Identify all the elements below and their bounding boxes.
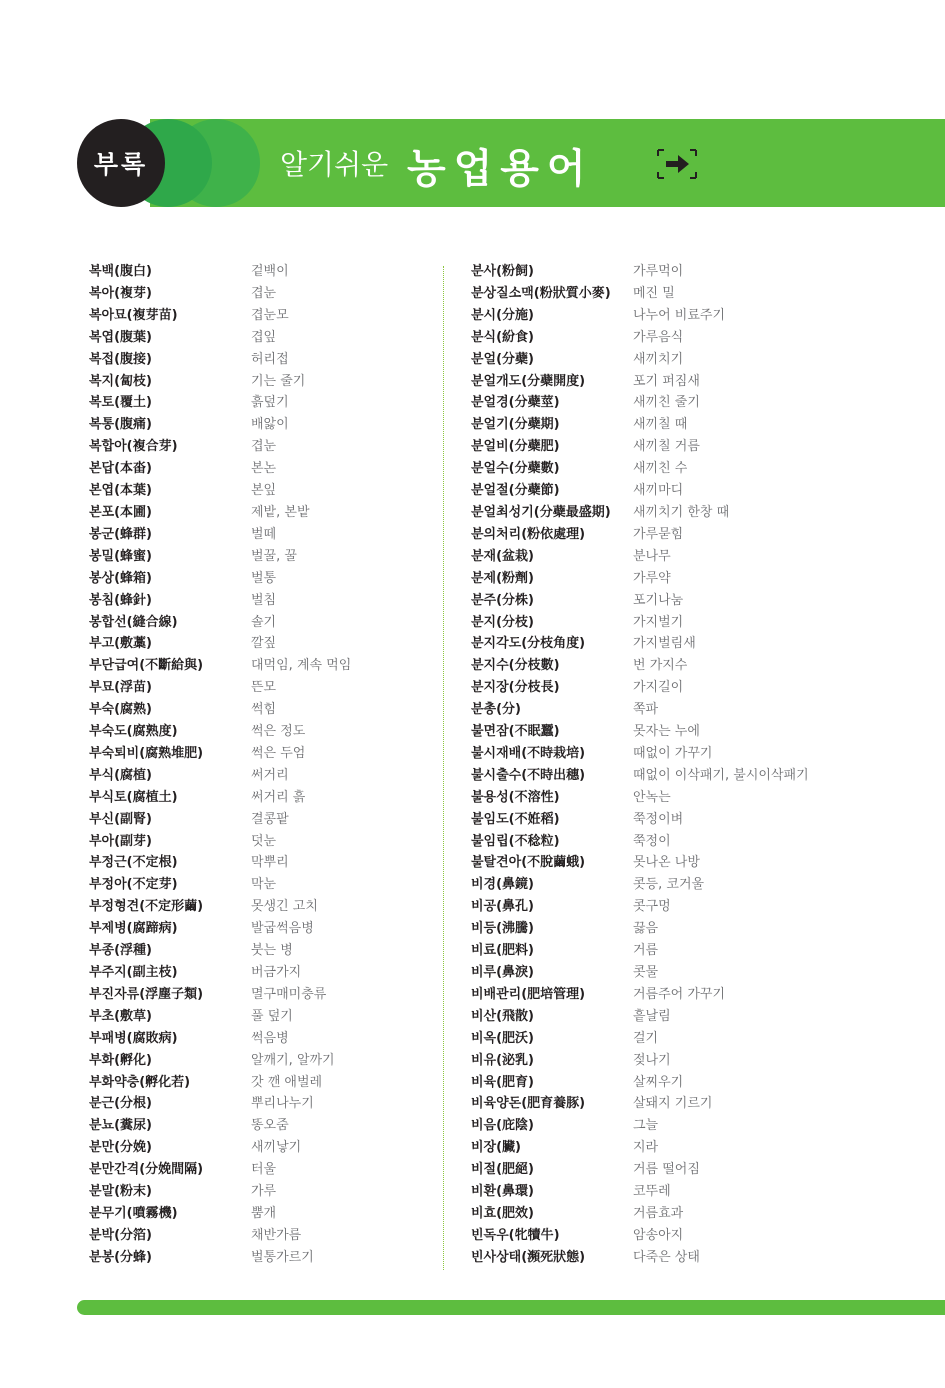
glossary-term: 부고(敷藁) (89, 636, 152, 652)
glossary-row (89, 700, 449, 722)
glossary-row (89, 613, 449, 635)
glossary-term: 부정아(不定芽) (89, 877, 178, 893)
glossary-row (89, 1138, 449, 1160)
glossary-meaning: 콧구멍 (633, 899, 671, 915)
glossary-term: 분지(分枝) (471, 614, 534, 630)
glossary-term: 복아(複芽) (89, 285, 152, 301)
glossary-term: 봉군(蜂群) (89, 526, 152, 542)
glossary-meaning: 포기나눔 (633, 592, 684, 608)
glossary-meaning: 가루 (251, 1184, 277, 1200)
glossary-meaning: 벌꿀, 꿀 (251, 548, 297, 564)
glossary-meaning: 배앓이 (251, 417, 289, 433)
glossary-meaning: 쪽파 (633, 702, 659, 718)
glossary-meaning: 쭉정이벼 (633, 811, 684, 827)
glossary-term: 불임립(不稔粒) (471, 833, 560, 849)
glossary-term: 부식토(腐植土) (89, 789, 178, 805)
glossary-row (471, 985, 831, 1007)
glossary-row (89, 1182, 449, 1204)
glossary-meaning: 겹잎 (251, 329, 277, 345)
glossary-row (471, 634, 831, 656)
glossary-term: 복백(腹白) (89, 264, 152, 279)
glossary-row (89, 328, 449, 350)
glossary-term: 부주지(副主枝) (89, 965, 178, 980)
footer-bar (77, 1300, 945, 1315)
glossary-row (471, 415, 831, 437)
glossary-term: 분의처리(粉依處理) (471, 526, 586, 542)
glossary-meaning: 솔기 (251, 614, 277, 630)
header-subtitle: 알기쉬운 (280, 148, 389, 181)
glossary-row (89, 1248, 449, 1270)
glossary-meaning: 새끼칠 거름 (633, 439, 700, 455)
glossary-row (89, 985, 449, 1007)
glossary-term: 복토(覆土) (89, 395, 152, 411)
glossary-term: 분총(分) (471, 702, 521, 718)
glossary-term: 불시재배(不時栽培) (471, 745, 586, 761)
glossary-meaning: 살돼지 기르기 (633, 1096, 713, 1112)
glossary-term: 분만(分娩) (89, 1140, 152, 1156)
glossary-meaning: 가루묻힘 (633, 526, 684, 542)
glossary-term: 불면잠(不眠蠶) (471, 724, 560, 740)
glossary-row (89, 941, 449, 963)
glossary-meaning: 끓음 (633, 921, 659, 937)
glossary-meaning: 살찌우기 (633, 1074, 684, 1090)
glossary-term: 부화약충(孵化若) (89, 1074, 191, 1090)
glossary-meaning: 터울 (251, 1162, 277, 1178)
glossary-meaning: 깔짚 (251, 636, 277, 652)
arrow-right-bracket-icon (656, 148, 698, 180)
glossary-meaning: 다죽은 상태 (633, 1249, 700, 1265)
glossary-row (89, 1029, 449, 1051)
glossary-term: 부초(敷草) (89, 1008, 152, 1024)
glossary-row (471, 941, 831, 963)
glossary-row (471, 569, 831, 591)
glossary-meaning: 써거리 (251, 767, 289, 783)
glossary-meaning: 지라 (633, 1140, 659, 1156)
glossary-term: 부아(副芽) (89, 833, 152, 849)
glossary-term: 분얼(分蘗) (471, 351, 534, 367)
glossary-term: 본포(本圃) (89, 504, 152, 520)
glossary-term: 비효(肥效) (471, 1205, 534, 1221)
glossary-term: 비공(鼻孔) (471, 899, 534, 915)
glossary-meaning: 가루약 (633, 570, 671, 586)
glossary-row (471, 262, 831, 284)
glossary-meaning: 못나온 나방 (633, 855, 700, 871)
glossary-meaning: 가루음식 (633, 329, 684, 345)
glossary-term: 분얼개도(分蘗開度) (471, 373, 586, 389)
glossary-row (89, 284, 449, 306)
glossary-term: 분사(粉飼) (471, 264, 534, 279)
glossary-meaning: 본논 (251, 461, 277, 477)
glossary-term: 부숙퇴비(腐熟堆肥) (89, 745, 204, 761)
glossary-row (89, 1204, 449, 1226)
glossary-term: 불임도(不姙稻) (471, 811, 560, 827)
glossary-row (89, 919, 449, 941)
glossary-term: 복접(腹接) (89, 351, 152, 367)
glossary-meaning: 안녹는 (633, 789, 671, 805)
glossary-term: 부제병(腐蹄病) (89, 921, 178, 937)
glossary-meaning: 걸기 (633, 1030, 659, 1046)
glossary-meaning: 콧물 (633, 965, 659, 980)
glossary-row (89, 1160, 449, 1182)
glossary-row (89, 1226, 449, 1248)
glossary-meaning: 갓 깬 애벌레 (251, 1074, 323, 1090)
glossary-column-right (471, 262, 831, 1270)
glossary-meaning: 그늘 (633, 1118, 659, 1134)
glossary-term: 부진자류(浮塵子類) (89, 986, 204, 1002)
glossary-meaning: 겹눈모 (251, 307, 289, 323)
glossary-term: 부묘(浮苗) (89, 680, 152, 696)
glossary-row (471, 810, 831, 832)
glossary-meaning: 못자는 누에 (633, 724, 700, 740)
glossary-row (471, 853, 831, 875)
glossary-row (89, 503, 449, 525)
glossary-row (471, 547, 831, 569)
glossary-row (89, 591, 449, 613)
glossary-meaning: 가루먹이 (633, 264, 684, 279)
glossary-meaning: 멸구매미충류 (251, 986, 327, 1002)
glossary-term: 분시(分施) (471, 307, 534, 323)
glossary-term: 비장(臟) (471, 1140, 521, 1156)
glossary-row (471, 393, 831, 415)
glossary-term: 봉합선(縫合線) (89, 614, 178, 630)
glossary-term: 분말(粉末) (89, 1184, 152, 1200)
glossary-meaning: 허리접 (251, 351, 289, 367)
glossary-term: 분주(分株) (471, 592, 534, 608)
glossary-row (89, 459, 449, 481)
glossary-meaning: 막눈 (251, 877, 277, 893)
glossary-term: 부정형견(不定形繭) (89, 899, 204, 915)
glossary-meaning: 거름효과 (633, 1205, 684, 1221)
glossary-meaning: 젖나기 (633, 1052, 671, 1068)
glossary-meaning: 메진 밀 (633, 285, 675, 301)
glossary-meaning: 흙덮기 (251, 395, 289, 411)
column-divider (443, 266, 444, 1270)
glossary-row (89, 1094, 449, 1116)
glossary-row (89, 1073, 449, 1095)
glossary-meaning: 결콩팥 (251, 811, 289, 827)
glossary-meaning: 막뿌리 (251, 855, 289, 871)
glossary-meaning: 거름주어 가꾸기 (633, 986, 726, 1002)
glossary-row (471, 503, 831, 525)
glossary-row (471, 788, 831, 810)
glossary-row (471, 591, 831, 613)
glossary-term: 분상질소맥(粉狀質小麥) (471, 285, 611, 301)
glossary-row (471, 1094, 831, 1116)
glossary-row (471, 328, 831, 350)
glossary-meaning: 벌통가르기 (251, 1249, 314, 1265)
glossary-row (89, 766, 449, 788)
glossary-row (471, 700, 831, 722)
glossary-term: 부단급여(不斷給與) (89, 658, 204, 674)
glossary-row (89, 372, 449, 394)
glossary-meaning: 썩힘 (251, 702, 277, 718)
glossary-meaning: 가지벌기 (633, 614, 684, 630)
glossary-row (89, 634, 449, 656)
glossary-row (89, 875, 449, 897)
glossary-meaning: 발굽썩음병 (251, 921, 314, 937)
glossary-row (471, 1073, 831, 1095)
glossary-term: 비환(鼻環) (471, 1184, 534, 1200)
glossary-term: 부숙(腐熟) (89, 702, 152, 718)
glossary-row (471, 350, 831, 372)
glossary-meaning: 대먹임, 계속 먹임 (251, 658, 352, 674)
glossary-term: 분얼수(分蘗數) (471, 461, 560, 477)
glossary-term: 비등(沸騰) (471, 921, 534, 937)
glossary-row (89, 415, 449, 437)
glossary-term: 복통(腹痛) (89, 417, 152, 433)
glossary-row (89, 832, 449, 854)
glossary-term: 빈독우(牝犢牛) (471, 1227, 560, 1243)
glossary-meaning: 풀 덮기 (251, 1008, 293, 1024)
glossary-term: 분재(盆栽) (471, 548, 534, 564)
glossary-term: 비경(鼻鏡) (471, 877, 534, 893)
glossary-term: 복아묘(複芽苗) (89, 307, 178, 323)
glossary-term: 빈사상태(瀕死狀態) (471, 1249, 586, 1265)
appendix-badge: 부록 (93, 150, 149, 179)
glossary-meaning: 알깨기, 알까기 (251, 1052, 335, 1068)
glossary-term: 분지각도(分枝角度) (471, 636, 586, 652)
glossary-row (471, 1138, 831, 1160)
glossary-meaning: 겉백이 (251, 264, 289, 279)
glossary-row (89, 656, 449, 678)
glossary-row (89, 744, 449, 766)
glossary-row (471, 284, 831, 306)
glossary-meaning: 본잎 (251, 483, 277, 499)
glossary-row (89, 350, 449, 372)
glossary-term: 복합아(複合芽) (89, 439, 178, 455)
glossary-row (89, 678, 449, 700)
glossary-term: 분얼최성기(分蘗最盛期) (471, 504, 611, 520)
glossary-meaning: 암송아지 (633, 1227, 684, 1243)
glossary-meaning: 제밭, 본밭 (251, 504, 310, 520)
glossary-term: 비절(肥絕) (471, 1162, 534, 1178)
glossary-term: 비루(鼻淚) (471, 965, 534, 980)
glossary-meaning: 써거리 흙 (251, 789, 306, 805)
glossary-meaning: 쭉정이 (633, 833, 671, 849)
glossary-term: 본답(本畓) (89, 461, 152, 477)
glossary-term: 본엽(本葉) (89, 483, 152, 499)
glossary-meaning: 거름 (633, 943, 659, 959)
glossary-meaning: 코뚜레 (633, 1184, 671, 1200)
glossary-row (471, 1226, 831, 1248)
glossary-row (89, 1007, 449, 1029)
glossary-term: 부신(副腎) (89, 811, 152, 827)
glossary-term: 부종(浮種) (89, 943, 152, 959)
glossary-row (89, 437, 449, 459)
glossary-meaning: 새끼치기 (633, 351, 684, 367)
glossary-term: 분얼기(分蘗期) (471, 417, 560, 433)
glossary-row (471, 613, 831, 635)
glossary-term: 비음(庇陰) (471, 1118, 534, 1134)
glossary-row (471, 722, 831, 744)
glossary-meaning: 새끼친 수 (633, 461, 688, 477)
glossary-meaning: 콧등, 코거울 (633, 877, 705, 893)
glossary-row (89, 262, 449, 284)
glossary-term: 분얼경(分蘗莖) (471, 395, 560, 411)
glossary-meaning: 뿌리나누기 (251, 1096, 314, 1112)
glossary-row (471, 1160, 831, 1182)
glossary-term: 분박(分箔) (89, 1227, 152, 1243)
glossary-term: 부식(腐植) (89, 767, 152, 783)
page-title: 농업용어 (407, 146, 594, 192)
glossary-meaning: 썩은 정도 (251, 724, 306, 740)
glossary-meaning: 겹눈 (251, 439, 277, 455)
glossary-meaning: 새끼치기 한창 때 (633, 504, 730, 520)
glossary-meaning: 버금가지 (251, 965, 302, 980)
glossary-row (471, 437, 831, 459)
glossary-term: 분지장(分枝長) (471, 680, 560, 696)
glossary-meaning: 가지길이 (633, 680, 684, 696)
glossary-term: 분뇨(糞尿) (89, 1118, 152, 1134)
glossary-meaning: 나누어 비료주기 (633, 307, 726, 323)
glossary-meaning: 벌떼 (251, 526, 277, 542)
glossary-row (471, 1248, 831, 1270)
glossary-meaning: 썩은 두엄 (251, 745, 306, 761)
glossary-term: 비육(肥育) (471, 1074, 534, 1090)
glossary-meaning: 뿜개 (251, 1205, 277, 1221)
glossary-term: 봉밀(蜂蜜) (89, 548, 152, 564)
glossary-row (471, 875, 831, 897)
glossary-row (89, 481, 449, 503)
glossary-term: 비옥(肥沃) (471, 1030, 534, 1046)
glossary-row (89, 810, 449, 832)
glossary-meaning: 못생긴 고치 (251, 899, 318, 915)
glossary-row (89, 1051, 449, 1073)
glossary-row (89, 393, 449, 415)
glossary-term: 불용성(不溶性) (471, 789, 560, 805)
glossary-term: 부패병(腐敗病) (89, 1030, 178, 1046)
glossary-row (471, 897, 831, 919)
glossary-row (471, 1182, 831, 1204)
glossary-term: 비배관리(肥培管理) (471, 986, 586, 1002)
glossary-term: 복엽(腹葉) (89, 329, 152, 345)
glossary-row (89, 722, 449, 744)
glossary-term: 분무기(噴霧機) (89, 1205, 178, 1221)
glossary-row (89, 788, 449, 810)
glossary-term: 비유(泌乳) (471, 1052, 534, 1068)
glossary-meaning: 때없이 이삭패기, 불시이삭패기 (633, 767, 809, 783)
glossary-meaning: 번 가지수 (633, 658, 688, 674)
glossary-meaning: 가지벌림새 (633, 636, 696, 652)
glossary-row (471, 459, 831, 481)
glossary-term: 분만간격(分娩間隔) (89, 1162, 204, 1178)
glossary-term: 불시출수(不時出穗) (471, 767, 586, 783)
glossary-term: 복지(匐枝) (89, 373, 152, 389)
glossary-row (471, 481, 831, 503)
glossary-row (471, 744, 831, 766)
glossary-row (471, 525, 831, 547)
glossary-meaning: 기는 줄기 (251, 373, 306, 389)
glossary-meaning: 썩음병 (251, 1030, 289, 1046)
glossary-row (471, 306, 831, 328)
glossary-meaning: 채반가름 (251, 1227, 302, 1243)
glossary-row (471, 1007, 831, 1029)
glossary-meaning: 분나무 (633, 548, 671, 564)
glossary-row (471, 678, 831, 700)
glossary-meaning: 흩날림 (633, 1008, 671, 1024)
glossary-meaning: 거름 떨어짐 (633, 1162, 700, 1178)
glossary-meaning: 덧눈 (251, 833, 277, 849)
glossary-row (89, 569, 449, 591)
glossary-row (471, 656, 831, 678)
glossary-row (89, 1116, 449, 1138)
glossary-row (89, 853, 449, 875)
glossary-meaning: 때없이 가꾸기 (633, 745, 713, 761)
glossary-row (471, 1029, 831, 1051)
glossary-term: 분식(紛食) (471, 329, 534, 345)
glossary-term: 부화(孵化) (89, 1052, 152, 1068)
glossary-meaning: 뜬모 (251, 680, 277, 696)
glossary-meaning: 새끼칠 때 (633, 417, 688, 433)
glossary-term: 분얼절(分蘗節) (471, 483, 560, 499)
glossary-row (471, 919, 831, 941)
glossary-row (471, 832, 831, 854)
glossary-term: 불탈견아(不脫繭蛾) (471, 855, 586, 871)
glossary-term: 부숙도(腐熟度) (89, 724, 178, 740)
glossary-term: 봉상(蜂箱) (89, 570, 152, 586)
glossary-row (471, 1204, 831, 1226)
glossary-term: 분근(分根) (89, 1096, 152, 1112)
glossary-meaning: 겹눈 (251, 285, 277, 301)
glossary-row (89, 897, 449, 919)
glossary-meaning: 새끼마디 (633, 483, 684, 499)
glossary-term: 분제(粉劑) (471, 570, 534, 586)
glossary-term: 분얼비(分蘗肥) (471, 439, 560, 455)
glossary-meaning: 붓는 병 (251, 943, 293, 959)
glossary-row (89, 963, 449, 985)
glossary-row (471, 766, 831, 788)
glossary-term: 비산(飛散) (471, 1008, 534, 1024)
glossary-term: 분지수(分枝數) (471, 658, 560, 674)
glossary-meaning: 포기 퍼짐새 (633, 373, 700, 389)
glossary-meaning: 벌통 (251, 570, 277, 586)
glossary-row (471, 1051, 831, 1073)
glossary-term: 비육양돈(肥育養豚) (471, 1096, 586, 1112)
glossary-row (471, 372, 831, 394)
glossary-row (471, 963, 831, 985)
glossary-row (89, 547, 449, 569)
glossary-column-left (89, 262, 449, 1270)
glossary-term: 부정근(不定根) (89, 855, 178, 871)
glossary-meaning: 새끼친 줄기 (633, 395, 700, 411)
glossary-row (89, 306, 449, 328)
glossary-row (471, 1116, 831, 1138)
glossary-meaning: 새끼낳기 (251, 1140, 302, 1156)
glossary-meaning: 똥오줌 (251, 1118, 289, 1134)
glossary-term: 비료(肥料) (471, 943, 534, 959)
glossary-meaning: 벌침 (251, 592, 277, 608)
glossary-term: 봉침(蜂針) (89, 592, 152, 608)
glossary-row (89, 525, 449, 547)
glossary-term: 분봉(分蜂) (89, 1249, 152, 1265)
